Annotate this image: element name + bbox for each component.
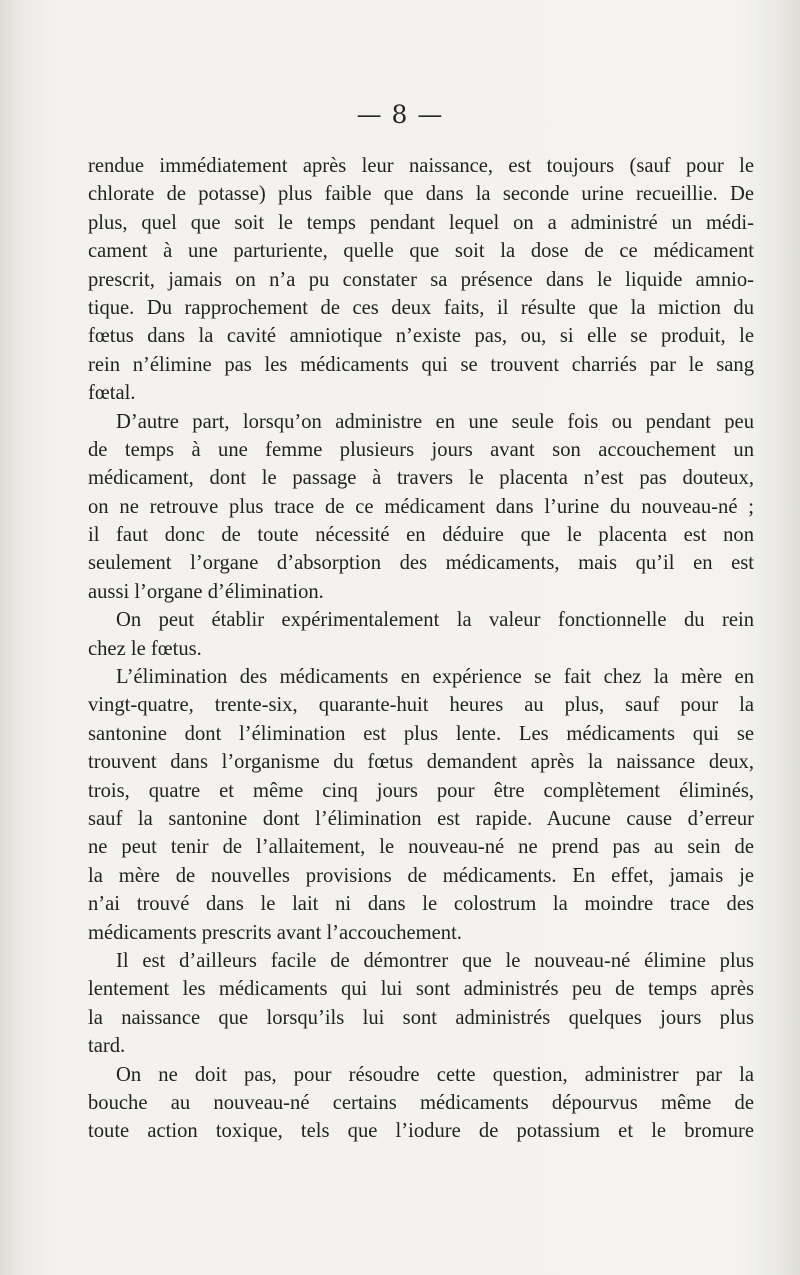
text-line: D’autre part, lorsqu’on administre en une seule fois ou pendant peu [116, 410, 754, 433]
text-line: chlorate de potasse) plus faible que dans la seconde urine recueillie. De [88, 183, 754, 206]
text-line: trouvent dans l’organisme du fœtus demandent après la naissance deux, [88, 751, 754, 774]
text-line: santonine dont l’élimination est plus lente. Les médicaments qui se [88, 722, 754, 745]
text-line: lentement les médicaments qui lui sont administrés peu de temps après [88, 978, 754, 1001]
text-line: la naissance que lorsqu’ils lui sont administrés quelques jours plus [88, 1006, 754, 1029]
text-line: la mère de nouvelles provisions de médicaments. En effet, jamais je [88, 864, 754, 887]
text-line: sauf la santonine dont l’élimination est rapide. Aucune cause d’erreur [88, 807, 754, 830]
text-line: cament à une parturiente, quelle que soit la dose de ce médicament [88, 240, 754, 263]
text-line: vingt-quatre, trente-six, quarante-huit heures au plus, sauf pour la [88, 694, 754, 717]
text-line: fœtus dans la cavité amniotique n’existe pas, ou, si elle se produit, le [88, 325, 754, 348]
text-line: de temps à une femme plusieurs jours avant son accouchement un [88, 438, 754, 461]
text-line: chez le fœtus. [88, 637, 202, 660]
text-line: rein n’élimine pas les médicaments qui se trouvent charriés par le sang [88, 353, 754, 376]
text-line: bouche au nouveau-né certains médicaments dépourvus même de [88, 1091, 754, 1114]
text-line: toute action toxique, tels que l’iodure de potassium et le bromure [88, 1120, 754, 1143]
text-line: médicaments prescrits avant l’accouchement. [88, 921, 462, 944]
text-line: il faut donc de toute nécessité en déduire que le placenta est non [88, 524, 754, 547]
text-line: fœtal. [88, 382, 136, 405]
text-line: On peut établir expérimentalement la valeur fonctionnelle du rein [116, 609, 754, 632]
text-line: Il est d’ailleurs facile de démontrer que le nouveau-né élimine plus [116, 949, 754, 972]
text-line: on ne retrouve plus trace de ce médicament dans l’urine du nouveau-né ; [88, 495, 754, 518]
text-line: aussi l’organe d’élimination. [88, 580, 324, 603]
text-line: tique. Du rapprochement de ces deux faits, il résulte que la miction du [88, 296, 754, 319]
text-line: On ne doit pas, pour résoudre cette question, administrer par la [116, 1063, 754, 1086]
text-line: L’élimination des médicaments en expérience se fait chez la mère en [116, 666, 754, 689]
text-line: seulement l’organe d’absorption des médicaments, mais qu’il en est [88, 552, 754, 575]
text-line: rendue immédiatement après leur naissance, est toujours (sauf pour le [88, 155, 754, 177]
body-text [88, 152, 754, 1146]
text-line: ne peut tenir de l’allaitement, le nouveau-né ne prend pas au sein de [88, 836, 754, 859]
page-number: — 8 — [356, 100, 444, 129]
text-line: tard. [88, 1035, 126, 1058]
text-line: prescrit, jamais on n’a pu constater sa présence dans le liquide amnio- [88, 268, 754, 291]
text-line: plus, quel que soit le temps pendant lequel on a administré un médi- [88, 211, 754, 234]
text-line: n’ai trouvé dans le lait ni dans le colostrum la moindre trace des [88, 893, 754, 916]
text-line: trois, quatre et même cinq jours pour être complètement éliminés, [88, 779, 754, 802]
text-line: médicament, dont le passage à travers le placenta n’est pas douteux, [88, 467, 754, 490]
